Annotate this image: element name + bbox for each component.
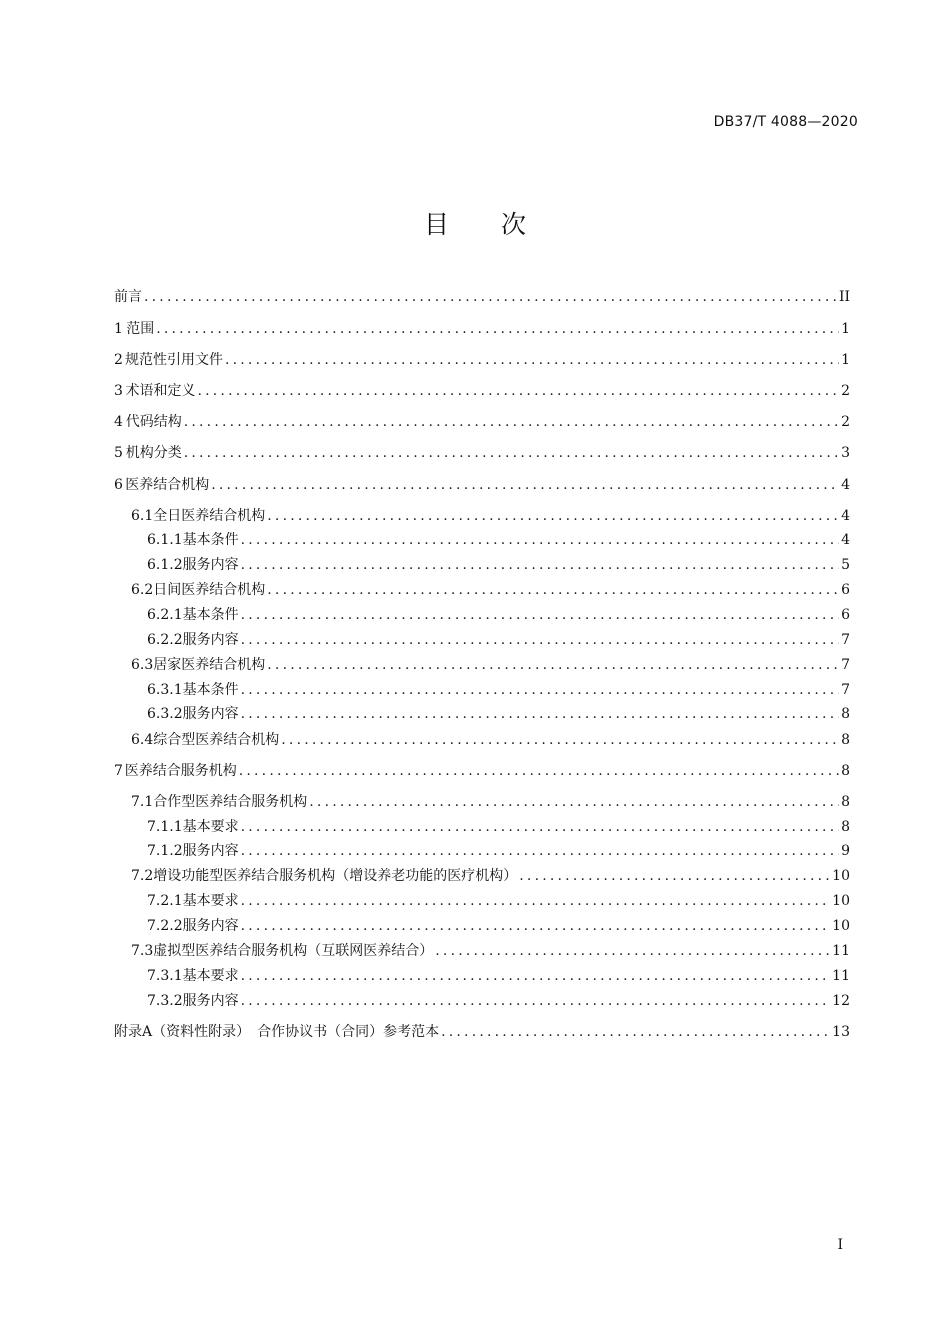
toc-entry-label: 基本要求 [182,893,239,909]
toc-entry-page: 11 [832,968,850,984]
toc-entry[interactable] [114,320,850,338]
toc-entry-page: 9 [841,843,850,859]
toc-entry-label: 基本要求 [182,819,239,835]
toc-entry-number: 6.1 [131,508,154,524]
page-title [0,205,950,241]
toc-entry-label: 基本要求 [182,968,239,984]
toc-entry-number: 7.2.2 [147,918,183,934]
toc-entry[interactable] [114,382,850,400]
toc-entry-appendix-a[interactable] [114,1023,850,1041]
toc-entry-number: 6.2.1 [147,607,183,623]
toc-entry[interactable] [114,476,850,494]
toc-entry[interactable] [147,606,850,624]
toc-entry-page: 8 [841,819,850,835]
toc-entry-page: 8 [841,732,850,748]
toc-entry[interactable] [114,351,850,369]
toc-entry[interactable] [147,818,850,836]
toc-entry-number: 6.3.2 [147,706,183,722]
toc-entry-number: 7.2 [131,868,154,884]
toc-entry-number: 6.3 [131,657,154,673]
toc-entry-number: 6.1.2 [147,557,183,573]
toc-entry-label: 日间医养结合机构 [153,582,266,598]
toc-entry-label: 服务内容 [182,557,239,573]
toc-entry-label: 服务内容 [182,706,239,722]
toc-entry[interactable] [131,656,850,674]
toc-entry[interactable] [147,631,850,649]
toc-entry-page: 7 [841,632,850,648]
toc-entry-number: 6.3.1 [147,682,183,698]
toc-entry-page: 5 [841,557,850,573]
toc-entry-page: 10 [832,868,850,884]
toc-entry-number: 7.1 [131,794,154,810]
toc-entry-label: 术语和定义 [125,383,196,399]
toc-entry-page: 8 [841,763,850,779]
toc-entry-page: 11 [832,943,850,959]
toc-entry-label: 基本条件 [182,607,239,623]
toc-entry[interactable] [147,531,850,549]
toc-entry[interactable] [131,867,850,885]
toc-entry-label: 前言 [114,289,142,305]
toc-entry-page: 4 [841,477,850,493]
toc-entry-number: 4 [114,414,123,430]
document-code: DB37/T 4088—2020 [713,114,858,130]
toc-entry-number: 5 [114,445,123,461]
toc-entry-label: 综合型医养结合机构 [153,732,280,748]
toc-entry-page: 7 [841,682,850,698]
toc-entry-label: 基本条件 [182,682,239,698]
toc-entry-page: 8 [841,706,850,722]
toc-entry[interactable] [131,581,850,599]
toc-entry-label: 全日医养结合机构 [153,508,266,524]
toc-entry[interactable] [114,413,850,431]
toc-entry-number: 7.1.2 [147,843,183,859]
toc-entry[interactable] [147,681,850,699]
toc-entry-number: 6.2 [131,582,154,598]
toc-entry-label: 基本条件 [182,532,239,548]
toc-entry[interactable] [147,842,850,860]
toc-entry-label: 居家医养结合机构 [153,657,266,673]
toc-entry-label: 服务内容 [182,918,239,934]
toc-entry-page: 4 [841,508,850,524]
toc-entry-number: 6.4 [131,732,154,748]
toc-entry-number: 7.3.2 [147,993,183,1009]
toc-entry-label: 附录A（资料性附录） 合作协议书（合同）参考范本 [114,1024,440,1040]
toc-entry[interactable] [147,705,850,723]
toc-entry-number: 1 [114,321,123,337]
toc-entry-page: 2 [841,383,850,399]
toc-entry[interactable] [147,556,850,574]
toc-entry-page: 7 [841,657,850,673]
toc-entry-label: 机构分类 [125,445,182,461]
toc-entry-page: 10 [832,918,850,934]
toc-entry-number: 7 [114,763,123,779]
toc-entry-label: 范围 [126,321,155,337]
toc-entry-label: 服务内容 [182,993,239,1009]
toc-entry-label: 虚拟型医养结合服务机构（互联网医养结合） [153,943,434,959]
toc-entry-label: 服务内容 [182,843,239,859]
toc-entry[interactable] [147,992,850,1010]
toc-entry-page: 13 [832,1024,850,1040]
toc-entry-number: 6 [114,477,123,493]
toc-entry-page: 1 [841,321,850,337]
toc-entry-number: 2 [114,352,123,368]
toc-entry[interactable] [131,731,850,749]
toc-entry-label: 医养结合服务机构 [124,763,237,779]
toc-entry-label: 医养结合机构 [125,477,210,493]
toc-entry-page: 8 [841,794,850,810]
toc-entry-label: 代码结构 [125,414,182,430]
toc-entry-page: 10 [832,893,850,909]
page-number: I [837,1237,843,1253]
toc-entry-page: 4 [841,532,850,548]
toc-entry[interactable] [147,917,850,935]
toc-entry-number: 7.3 [131,943,154,959]
toc-entry[interactable] [114,444,850,462]
toc-entry-page: 2 [841,414,850,430]
toc-entry-page: 6 [841,582,850,598]
toc-entry[interactable] [131,793,850,811]
toc-entry-number: 6.1.1 [147,532,183,548]
title-char-1: 目 [423,210,449,239]
toc-entry-foreword[interactable] [114,288,850,306]
toc-entry-label: 增设功能型医养结合服务机构（增设养老功能的医疗机构） [153,868,518,884]
toc-entry-number: 7.2.1 [147,893,183,909]
toc-entry-page: 6 [841,607,850,623]
toc-entry[interactable] [114,762,850,780]
toc-entry-number: 7.1.1 [147,819,183,835]
toc-entry-number: 3 [114,383,123,399]
toc-entry-page: 3 [841,445,850,461]
toc-entry[interactable] [131,942,850,960]
toc-entry-page: II [838,289,850,305]
toc-entry-number: 7.3.1 [147,968,183,984]
toc-entry-label: 规范性引用文件 [124,352,223,368]
toc-entry[interactable] [131,507,850,525]
toc-entry-label: 合作型医养结合服务机构 [153,794,308,810]
toc-entry-number: 6.2.2 [147,632,183,648]
toc-entry-label: 服务内容 [182,632,239,648]
title-char-2: 次 [501,210,527,239]
toc-entry-page: 12 [832,993,850,1009]
toc-entry-page: 1 [841,352,850,368]
toc-entry[interactable] [147,967,850,985]
toc-entry[interactable] [147,892,850,910]
